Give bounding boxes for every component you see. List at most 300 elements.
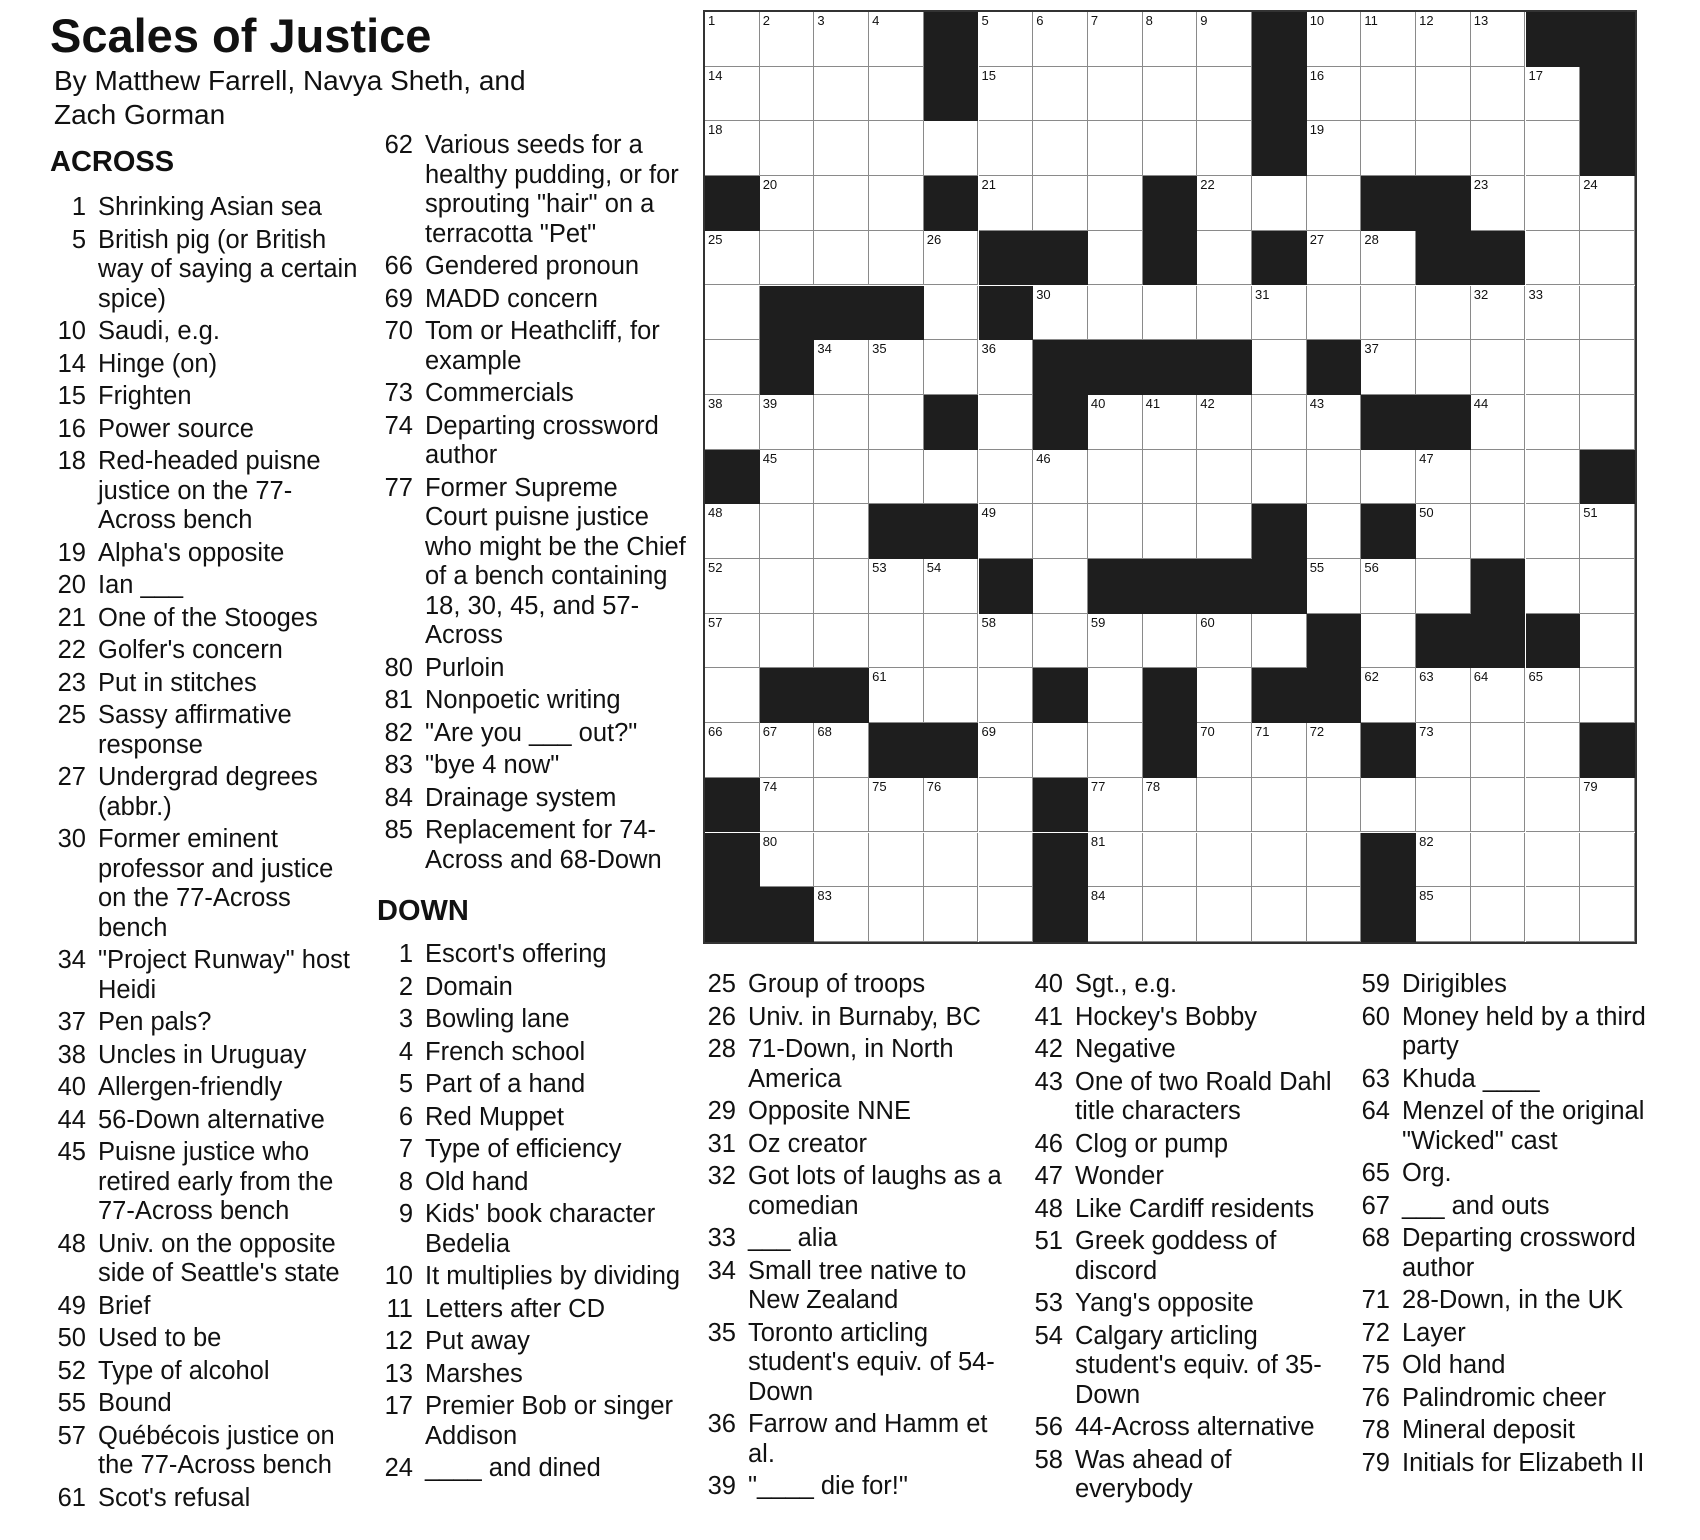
grid-cell[interactable] (1088, 121, 1143, 176)
grid-cell[interactable] (869, 614, 924, 669)
grid-cell[interactable] (1307, 231, 1362, 286)
cell-number: 47 (1419, 450, 1434, 466)
grid-cell[interactable] (814, 559, 869, 614)
grid-cell[interactable] (1252, 614, 1307, 669)
grid-cell[interactable] (1088, 833, 1143, 888)
grid-cell[interactable] (705, 121, 760, 176)
grid-cell[interactable] (1471, 176, 1526, 231)
clue-text: Sgt., e.g. (1075, 970, 1178, 998)
grid-cell[interactable] (1471, 395, 1526, 450)
grid-cell[interactable] (1361, 121, 1416, 176)
clue-number: 25 (707, 970, 736, 998)
grid-cell[interactable] (1197, 450, 1252, 505)
grid-cell[interactable] (1580, 778, 1635, 833)
grid-cell[interactable] (1033, 12, 1088, 67)
clue-text: Univ. on the opposite side of Seattle's state (98, 1229, 340, 1287)
grid-cell[interactable] (760, 395, 815, 450)
grid-cell[interactable] (1033, 614, 1088, 669)
grid-cell[interactable] (924, 668, 979, 723)
grid-cell[interactable] (1526, 778, 1581, 833)
grid-cell[interactable] (1580, 559, 1635, 614)
clue-text: Puisne justice who retired early from the 77-Across bench (98, 1138, 334, 1225)
grid-cell[interactable] (979, 504, 1034, 559)
grid-cell[interactable] (1307, 286, 1362, 341)
grid-cell[interactable] (760, 121, 815, 176)
clue-item (1354, 1416, 1674, 1446)
grid-cell[interactable] (814, 12, 869, 67)
grid-cell[interactable] (1197, 887, 1252, 942)
grid-cell[interactable] (869, 12, 924, 67)
grid-cell[interactable] (1526, 887, 1581, 942)
clue-number: 46 (1034, 1129, 1063, 1158)
clue-item (1027, 970, 1347, 1000)
grid-cell[interactable] (1416, 723, 1471, 778)
grid-cell[interactable] (1197, 231, 1252, 286)
clue-text: Red-headed puisne justice on the 77-Across bench (98, 447, 321, 534)
grid-cell[interactable] (979, 723, 1034, 778)
grid-cell[interactable] (1143, 395, 1198, 450)
grid-cell[interactable] (1143, 833, 1198, 888)
grid-cell[interactable] (814, 778, 869, 833)
grid-cell[interactable] (1526, 231, 1581, 286)
grid-cell[interactable] (760, 778, 815, 833)
grid-cell[interactable] (1197, 723, 1252, 778)
clue-item (700, 1097, 1020, 1127)
grid-cell[interactable] (1088, 450, 1143, 505)
clue-number: 12 (384, 1327, 413, 1355)
grid-cell[interactable] (1307, 723, 1362, 778)
grid-cell[interactable] (979, 395, 1034, 450)
grid-cell[interactable] (1416, 340, 1471, 395)
clue-item (50, 763, 360, 822)
clue-item (50, 1073, 360, 1103)
grid-cell[interactable] (1197, 286, 1252, 341)
grid-cell[interactable] (814, 833, 869, 888)
grid-cell[interactable] (1307, 504, 1362, 559)
grid-cell[interactable] (1526, 723, 1581, 778)
grid-block (760, 340, 815, 395)
grid-cell[interactable] (869, 176, 924, 231)
grid-cell[interactable] (1033, 176, 1088, 231)
grid-cell[interactable] (705, 668, 760, 723)
grid-cell[interactable] (1471, 504, 1526, 559)
grid-cell[interactable] (869, 887, 924, 942)
grid-cell[interactable] (1307, 395, 1362, 450)
grid-cell[interactable] (1580, 833, 1635, 888)
grid-cell[interactable] (1526, 286, 1581, 341)
grid-cell[interactable] (1252, 176, 1307, 231)
grid-cell[interactable] (1416, 778, 1471, 833)
grid-cell[interactable] (1526, 340, 1581, 395)
grid-cell[interactable] (1580, 887, 1635, 942)
grid-cell[interactable] (760, 176, 815, 231)
grid-cell[interactable] (1252, 723, 1307, 778)
grid-cell[interactable] (1252, 340, 1307, 395)
grid-cell[interactable] (1143, 450, 1198, 505)
grid-cell[interactable] (760, 614, 815, 669)
clue-item (50, 317, 360, 347)
grid-cell[interactable] (1088, 614, 1143, 669)
grid-cell[interactable] (1361, 778, 1416, 833)
grid-cell[interactable] (1416, 559, 1471, 614)
clue-item (1027, 1413, 1347, 1443)
grid-cell[interactable] (1088, 887, 1143, 942)
grid-cell[interactable] (1307, 887, 1362, 942)
clue-text: Ian ___ (98, 571, 184, 599)
grid-cell[interactable] (1143, 778, 1198, 833)
grid-cell[interactable] (814, 176, 869, 231)
grid-cell[interactable] (705, 67, 760, 122)
grid-cell[interactable] (1143, 67, 1198, 122)
clue-text: Put away (425, 1327, 530, 1355)
grid-cell[interactable] (924, 833, 979, 888)
clue-number: 40 (57, 1073, 86, 1101)
grid-block (1088, 559, 1143, 614)
grid-cell[interactable] (1307, 121, 1362, 176)
grid-cell[interactable] (1580, 231, 1635, 286)
cell-number: 37 (1364, 341, 1379, 357)
clue-text: Premier Bob or singer Addison (425, 1392, 674, 1450)
grid-cell[interactable] (1088, 12, 1143, 67)
cell-number: 30 (1036, 286, 1051, 302)
grid-cell[interactable] (869, 668, 924, 723)
grid-cell[interactable] (760, 723, 815, 778)
clue-number: 31 (707, 1129, 736, 1158)
clue-number: 67 (1361, 1191, 1390, 1220)
grid-block (1143, 340, 1198, 395)
grid-cell[interactable] (979, 12, 1034, 67)
clue-item (50, 1041, 360, 1071)
grid-cell[interactable] (1033, 450, 1088, 505)
clue-number: 52 (57, 1356, 86, 1385)
grid-cell[interactable] (1416, 833, 1471, 888)
cell-number: 36 (981, 341, 996, 357)
clue-number: 32 (707, 1162, 736, 1190)
grid-cell[interactable] (1416, 450, 1471, 505)
clue-item (377, 412, 687, 471)
grid-cell[interactable] (1307, 833, 1362, 888)
cell-number: 80 (762, 833, 778, 849)
grid-cell[interactable] (869, 395, 924, 450)
grid-block (1252, 12, 1307, 67)
grid-cell[interactable] (814, 504, 869, 559)
grid-cell[interactable] (979, 340, 1034, 395)
clue-item (1027, 1195, 1347, 1225)
grid-cell[interactable] (1416, 12, 1471, 67)
grid-cell[interactable] (1088, 67, 1143, 122)
grid-cell[interactable] (814, 67, 869, 122)
across-clues-column-1 (50, 146, 360, 1516)
grid-cell[interactable] (1197, 12, 1252, 67)
grid-cell[interactable] (979, 778, 1034, 833)
grid-cell[interactable] (1143, 121, 1198, 176)
grid-cell[interactable] (1033, 559, 1088, 614)
grid-cell[interactable] (1033, 121, 1088, 176)
grid-cell[interactable] (1471, 67, 1526, 122)
grid-cell[interactable] (1580, 614, 1635, 669)
grid-cell[interactable] (1088, 176, 1143, 231)
grid-cell[interactable] (1143, 12, 1198, 67)
clue-number: 85 (384, 816, 413, 844)
grid-cell[interactable] (924, 340, 979, 395)
grid-cell[interactable] (924, 614, 979, 669)
grid-cell[interactable] (1580, 340, 1635, 395)
grid-cell[interactable] (1088, 395, 1143, 450)
grid-cell[interactable] (1252, 778, 1307, 833)
grid-cell[interactable] (1307, 778, 1362, 833)
grid-cell[interactable] (1197, 668, 1252, 723)
grid-cell[interactable] (1361, 450, 1416, 505)
clue-number: 7 (398, 1135, 413, 1163)
clue-item (377, 474, 687, 651)
grid-cell[interactable] (1526, 450, 1581, 505)
grid-cell[interactable] (1197, 176, 1252, 231)
grid-cell[interactable] (760, 231, 815, 286)
grid-cell[interactable] (924, 121, 979, 176)
grid-cell[interactable] (1416, 121, 1471, 176)
grid-cell[interactable] (979, 887, 1034, 942)
clue-text: Farrow and Hamm et al. (748, 1410, 988, 1468)
grid-cell[interactable] (1526, 504, 1581, 559)
grid-cell[interactable] (1252, 833, 1307, 888)
grid-cell[interactable] (705, 395, 760, 450)
clue-number: 9 (398, 1200, 413, 1228)
grid-cell[interactable] (1361, 67, 1416, 122)
grid-cell[interactable] (979, 176, 1034, 231)
grid-cell[interactable] (924, 231, 979, 286)
grid-cell[interactable] (1197, 67, 1252, 122)
clue-number: 53 (1034, 1289, 1063, 1317)
grid-cell[interactable] (1197, 121, 1252, 176)
clue-item (50, 1389, 360, 1419)
cell-number: 55 (1309, 560, 1325, 575)
grid-cell[interactable] (979, 668, 1034, 723)
grid-block (1033, 231, 1088, 286)
grid-cell[interactable] (1471, 887, 1526, 942)
grid-cell[interactable] (1197, 504, 1252, 559)
grid-cell[interactable] (1197, 395, 1252, 450)
grid-cell[interactable] (1088, 723, 1143, 778)
grid-cell[interactable] (1580, 176, 1635, 231)
down-clues-column-4 (1354, 970, 1674, 1481)
grid-cell[interactable] (814, 614, 869, 669)
grid-cell[interactable] (705, 12, 760, 67)
grid-cell[interactable] (1471, 121, 1526, 176)
grid-cell[interactable] (1088, 778, 1143, 833)
cell-number: 62 (1364, 669, 1379, 685)
grid-cell[interactable] (1526, 833, 1581, 888)
grid-block (1252, 504, 1307, 559)
grid-cell[interactable] (1526, 668, 1581, 723)
grid-cell[interactable] (705, 340, 760, 395)
grid-cell[interactable] (1361, 231, 1416, 286)
grid-cell[interactable] (760, 833, 815, 888)
grid-cell[interactable] (760, 559, 815, 614)
clue-number: 66 (384, 252, 413, 280)
grid-block (1580, 67, 1635, 122)
clue-text: 44-Across alternative (1075, 1413, 1315, 1441)
cell-number: 74 (762, 778, 778, 794)
cell-number: 53 (872, 560, 887, 575)
grid-cell[interactable] (1252, 450, 1307, 505)
grid-cell[interactable] (814, 395, 869, 450)
grid-cell[interactable] (1471, 723, 1526, 778)
grid-cell[interactable] (1307, 559, 1362, 614)
grid-cell[interactable] (1416, 668, 1471, 723)
clue-item (377, 379, 687, 409)
grid-cell[interactable] (1252, 286, 1307, 341)
grid-cell[interactable] (1580, 668, 1635, 723)
grid-cell[interactable] (1526, 559, 1581, 614)
grid-cell[interactable] (1471, 340, 1526, 395)
grid-cell[interactable] (979, 833, 1034, 888)
grid-cell[interactable] (1471, 668, 1526, 723)
grid-cell[interactable] (705, 614, 760, 669)
clue-item (377, 1168, 687, 1198)
grid-cell[interactable] (1580, 286, 1635, 341)
grid-cell[interactable] (1416, 504, 1471, 559)
cell-number: 76 (926, 778, 942, 794)
grid-cell[interactable] (869, 450, 924, 505)
grid-cell[interactable] (814, 231, 869, 286)
grid-cell[interactable] (1033, 67, 1088, 122)
grid-cell[interactable] (979, 450, 1034, 505)
clue-text: Escort's offering (425, 940, 607, 968)
grid-cell[interactable] (1033, 504, 1088, 559)
grid-cell[interactable] (1088, 504, 1143, 559)
grid-cell[interactable] (814, 450, 869, 505)
clue-number: 68 (1361, 1224, 1390, 1252)
clue-text: Greek goddess of discord (1075, 1227, 1277, 1285)
grid-cell[interactable] (760, 504, 815, 559)
grid-cell[interactable] (1526, 395, 1581, 450)
grid-cell[interactable] (1088, 668, 1143, 723)
grid-cell[interactable] (1471, 450, 1526, 505)
grid-cell[interactable] (1252, 887, 1307, 942)
grid-cell[interactable] (1361, 559, 1416, 614)
grid-cell[interactable] (1033, 286, 1088, 341)
grid-cell[interactable] (1143, 614, 1198, 669)
grid-cell[interactable] (814, 887, 869, 942)
grid-cell[interactable] (1143, 286, 1198, 341)
grid-cell[interactable] (1580, 504, 1635, 559)
grid-cell[interactable] (1307, 176, 1362, 231)
clue-item (1354, 1286, 1674, 1316)
grid-cell[interactable] (1361, 614, 1416, 669)
cell-number: 21 (981, 177, 996, 193)
grid-cell[interactable] (705, 286, 760, 341)
cell-number: 22 (1200, 177, 1215, 193)
clue-number: 26 (707, 1002, 736, 1031)
grid-cell[interactable] (1197, 614, 1252, 669)
grid-block (1033, 340, 1088, 395)
grid-cell[interactable] (814, 723, 869, 778)
clue-number: 69 (384, 284, 413, 313)
grid-cell[interactable] (869, 67, 924, 122)
grid-cell[interactable] (1361, 286, 1416, 341)
grid-cell[interactable] (924, 286, 979, 341)
grid-cell[interactable] (1197, 833, 1252, 888)
grid-cell[interactable] (1088, 231, 1143, 286)
grid-cell[interactable] (705, 723, 760, 778)
clue-text: One of two Roald Dahl title characters (1075, 1067, 1332, 1125)
grid-cell[interactable] (924, 778, 979, 833)
grid-cell[interactable] (760, 450, 815, 505)
grid-cell[interactable] (1361, 340, 1416, 395)
grid-cell[interactable] (869, 121, 924, 176)
grid-cell[interactable] (705, 559, 760, 614)
clue-number: 13 (384, 1359, 413, 1388)
grid-cell[interactable] (869, 231, 924, 286)
grid-cell[interactable] (1526, 67, 1581, 122)
grid-cell[interactable] (1143, 887, 1198, 942)
clue-text: Replacement for 74-Across and 68-Down (425, 816, 662, 874)
grid-cell[interactable] (1307, 450, 1362, 505)
clue-text: Was ahead of everybody (1075, 1445, 1232, 1503)
grid-cell[interactable] (1416, 887, 1471, 942)
grid-cell[interactable] (760, 12, 815, 67)
clue-item (50, 1230, 360, 1289)
grid-cell[interactable] (869, 559, 924, 614)
cell-number: 32 (1473, 286, 1489, 302)
grid-cell[interactable] (1580, 395, 1635, 450)
grid-cell[interactable] (924, 559, 979, 614)
grid-cell[interactable] (1197, 778, 1252, 833)
grid-cell[interactable] (814, 121, 869, 176)
grid-cell[interactable] (1471, 833, 1526, 888)
clue-item (377, 1262, 687, 1292)
grid-cell[interactable] (705, 504, 760, 559)
grid-cell[interactable] (869, 778, 924, 833)
grid-cell[interactable] (924, 887, 979, 942)
grid-block (1307, 340, 1362, 395)
grid-cell[interactable] (1033, 723, 1088, 778)
grid-cell[interactable] (1416, 286, 1471, 341)
grid-cell[interactable] (1088, 286, 1143, 341)
clue-text: Various seeds for a healthy pudding, or for sprouting "hair" on a terracotta "Pet" (425, 131, 679, 248)
grid-block (1580, 450, 1635, 505)
grid-cell[interactable] (979, 121, 1034, 176)
grid-cell[interactable] (1416, 67, 1471, 122)
grid-block (1416, 231, 1471, 286)
grid-cell[interactable] (1526, 176, 1581, 231)
grid-cell[interactable] (979, 614, 1034, 669)
cell-number: 6 (1036, 13, 1044, 28)
grid-cell[interactable] (979, 67, 1034, 122)
clue-text: Hockey's Bobby (1075, 1002, 1258, 1031)
grid-cell[interactable] (924, 450, 979, 505)
grid-cell[interactable] (1307, 12, 1362, 67)
grid-block (1361, 504, 1416, 559)
grid-cell[interactable] (1471, 778, 1526, 833)
grid-cell[interactable] (869, 833, 924, 888)
grid-cell[interactable] (1361, 668, 1416, 723)
grid-cell[interactable] (1361, 12, 1416, 67)
grid-block (1307, 614, 1362, 669)
cell-number: 15 (981, 67, 996, 83)
grid-cell[interactable] (814, 340, 869, 395)
grid-cell[interactable] (869, 340, 924, 395)
grid-cell[interactable] (705, 231, 760, 286)
grid-cell[interactable] (760, 67, 815, 122)
grid-cell[interactable] (1471, 12, 1526, 67)
grid-cell[interactable] (1526, 121, 1581, 176)
grid-cell[interactable] (1252, 395, 1307, 450)
grid-cell[interactable] (1471, 286, 1526, 341)
grid-cell[interactable] (1307, 67, 1362, 122)
grid-cell[interactable] (1143, 504, 1198, 559)
puzzle-title: Scales of Justice (50, 9, 432, 62)
